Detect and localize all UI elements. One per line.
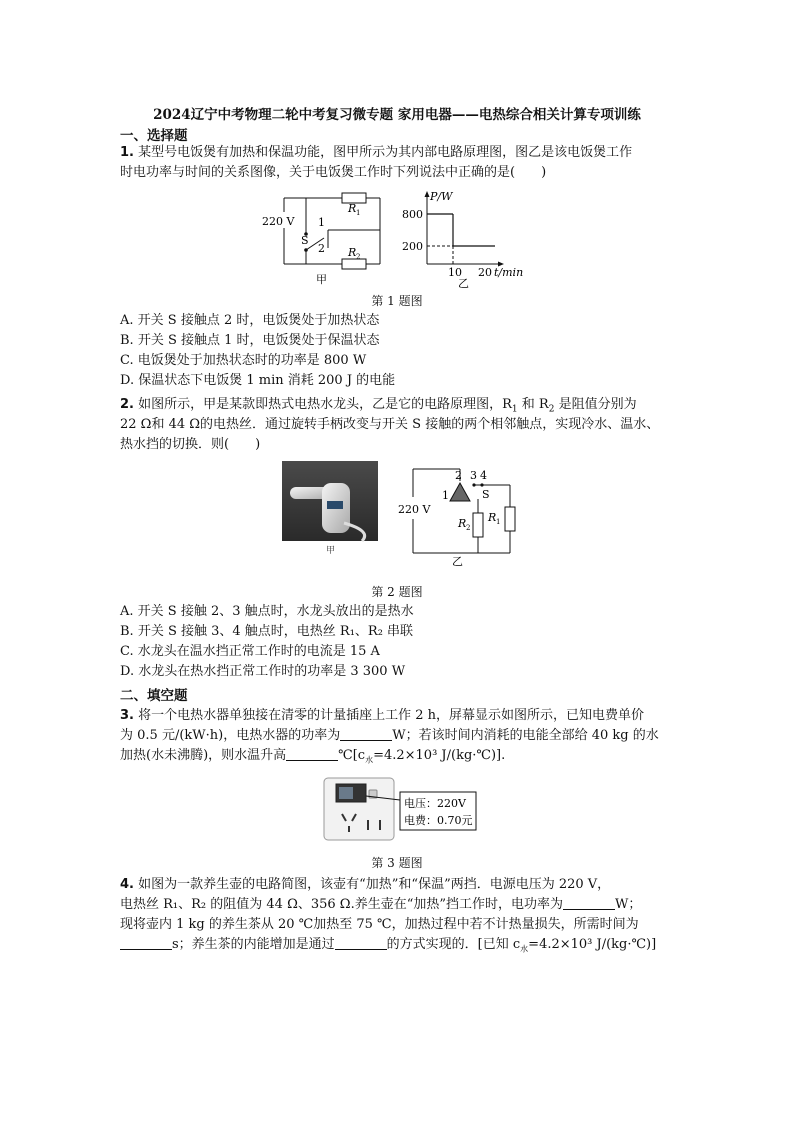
section-heading-choice: 一、选择题: [120, 128, 188, 144]
q2-sub-1: 1: [511, 404, 518, 415]
faucet-display: [327, 501, 343, 509]
q1-fig-r2-sub: 2: [356, 253, 361, 261]
q3-text-3a: 加热(水未沸腾)，则水温升高: [120, 748, 287, 763]
q1-graph-label-yi: 乙: [458, 277, 469, 288]
q2-fig-r2-sub: 2: [466, 524, 471, 532]
q3-line1: [120, 706, 644, 726]
q4-sub-water: 水: [520, 944, 529, 954]
q2-text-1b: 和 R: [521, 397, 549, 412]
q1-option-d: D. 保温状态下电饭煲 1 min 消耗 200 J 的电能: [120, 373, 396, 388]
contact-dot: [480, 483, 483, 486]
q3-text-3b: ℃[c: [338, 748, 366, 763]
q4-line1: [120, 875, 610, 895]
q2-fig-contact4: 4: [480, 469, 487, 482]
q2-line2: 22 Ω和 44 Ω的电热丝．通过旋转手柄改变与开关 S 接触的两个相邻触点，实现冷水、温水、: [120, 417, 660, 432]
q3-blank-temp[interactable]: [286, 747, 338, 761]
q2-fig-r1: R: [488, 511, 497, 524]
q1-fig-label-jia: 甲: [316, 273, 327, 285]
q3-line3: [120, 746, 505, 771]
q2-fig-switch: S: [482, 488, 490, 501]
q4-text-2b: W；: [615, 897, 642, 912]
q3-sub-water: 水: [365, 755, 374, 765]
q3-blank-power[interactable]: [340, 727, 392, 741]
q4-text-4b: 的方式实现的．[已知 c: [386, 937, 521, 952]
q2-fig-voltage: 220 V: [398, 503, 431, 516]
q3-number: 3.: [120, 708, 134, 723]
q1-graph-xlabel: t/min: [494, 266, 524, 279]
q4-line4: [120, 935, 656, 960]
q1-text-1: 某型号电饭煲有加热和保温功能，图甲所示为其内部电路原理图，图乙是该电饭煲工作: [138, 145, 633, 160]
q3-screen-voltage: 电压：220V: [404, 797, 466, 810]
q3-text-3c: =4.2×10³ J/(kg·℃)].: [373, 748, 506, 763]
q2-fig-contact1: 1: [442, 489, 449, 502]
meter-screen-digits: [339, 787, 353, 799]
q1-fig-r2: R: [348, 246, 357, 259]
q2-text-1c: 是阻值分别为: [558, 397, 637, 412]
q1-option-b: B. 开关 S 接触点 1 时，电饭煲处于保温状态: [120, 333, 380, 348]
q1-fig-switch: S: [301, 234, 309, 247]
q1-circuit-diagram: [262, 190, 387, 285]
q1-option-a: A. 开关 S 接触点 2 时，电饭煲处于加热状态: [120, 313, 380, 328]
q2-fig-contact2: 2: [455, 469, 462, 482]
q1-fig-r1: R: [348, 202, 357, 215]
q4-text-2a: 电热丝 R₁、R₂ 的阻值为 44 Ω、356 Ω.养生壶在“加热”挡工作时，电功率为: [120, 897, 563, 912]
q2-text-1: 如图所示，甲是某款即热式电热水龙头，乙是它的电路原理图，R: [138, 397, 512, 412]
q4-text-1: 如图为一款养生壶的电路简图，该壶有“加热”和“保温”两挡．电源电压为 220 V，: [138, 877, 611, 892]
q2-number: 2.: [120, 397, 134, 412]
resistor-r2: [342, 259, 366, 269]
q1-fig-r1-sub: 1: [356, 209, 361, 217]
q3-line2: [120, 726, 659, 746]
q1-graph-tick-200: 200: [402, 240, 423, 253]
q2-fig-r1-sub: 1: [496, 518, 501, 526]
y-axis-arrow: [425, 191, 430, 197]
q1-line2: 时电功率与时间的关系图像，关于电饭煲工作时下列说法中正确的是( ): [120, 165, 547, 180]
q1-caption: 第 1 题图: [371, 294, 423, 308]
q4-blank-time[interactable]: [120, 936, 172, 950]
resistor-r2: [473, 513, 483, 537]
q1-number: 1.: [120, 145, 134, 160]
q4-blank-power[interactable]: [563, 896, 615, 910]
rotary-switch: [450, 483, 470, 501]
q2-fig-label-yi: 乙: [452, 555, 463, 567]
q2-option-a: A. 开关 S 接触 2、3 触点时，水龙头放出的是热水: [120, 604, 414, 619]
q3-text-2a: 为 0.5 元/(kW·h)，电热水器的功率为: [120, 728, 341, 743]
q4-line2: [120, 895, 641, 915]
q2-fig-label-jia: 甲: [326, 546, 336, 555]
q4-text-4a: s；养生茶的内能增加是通过: [172, 937, 335, 952]
resistor-r1: [505, 507, 515, 531]
q2-faucet-photo: [282, 461, 378, 555]
q1-fig-contact1: 1: [318, 216, 325, 229]
q1-graph-tick-10: 10: [448, 266, 462, 279]
contact-dot: [472, 483, 475, 486]
q2-circuit-diagram: [398, 461, 518, 567]
q1-power-time-graph: [400, 188, 535, 288]
q2-fig-r2: R: [458, 517, 467, 530]
q4-text-4c: =4.2×10³ J/(kg·℃)]: [528, 937, 657, 952]
q3-screen-fee: 电费：0.70元: [404, 814, 473, 827]
q1-fig-contact2: 2: [318, 242, 325, 255]
q3-text-2b: W；若该时间内消耗的电能全部给 40 kg 的水: [392, 728, 659, 743]
q2-option-b: B. 开关 S 接触 3、4 触点时，电热丝 R₁、R₂ 串联: [120, 624, 414, 639]
q1-graph-tick-20: 20: [478, 266, 492, 279]
q1-fig-voltage: 220 V: [262, 215, 295, 228]
q3-text-1: 将一个电热水器单独接在清零的计量插座上工作 2 h，屏幕显示如图所示，已知电费单价: [138, 708, 645, 723]
q2-option-c: C. 水龙头在温水挡正常工作时的电流是 15 A: [120, 644, 380, 659]
q1-line1: [120, 143, 632, 163]
q3-meter-socket: [322, 776, 480, 842]
q2-fig-contact3: 3: [470, 469, 477, 482]
q1-graph-ylabel: P/W: [430, 190, 453, 203]
q2-option-d: D. 水龙头在热水挡正常工作时的功率是 3 300 W: [120, 664, 406, 679]
q1-option-c: C. 电饭煲处于加热状态时的功率是 800 W: [120, 353, 367, 368]
q2-line3: 热水挡的切换．则( ): [120, 437, 261, 452]
q4-blank-method[interactable]: [335, 936, 387, 950]
page-title: 2024辽宁中考物理二轮中考复习微专题 家用电器——电热综合相关计算专项训练: [153, 107, 641, 123]
section-heading-fill: 二、填空题: [120, 688, 188, 704]
q3-caption: 第 3 题图: [371, 856, 423, 870]
q4-line3: 现将壶内 1 kg 的养生茶从 20 ℃加热至 75 ℃，加热过程中若不计热量损失，所需时间为: [120, 917, 639, 932]
q2-sub-2: 2: [548, 404, 555, 415]
q2-caption: 第 2 题图: [371, 585, 423, 599]
q1-graph-tick-800: 800: [402, 208, 423, 221]
q4-number: 4.: [120, 877, 134, 892]
